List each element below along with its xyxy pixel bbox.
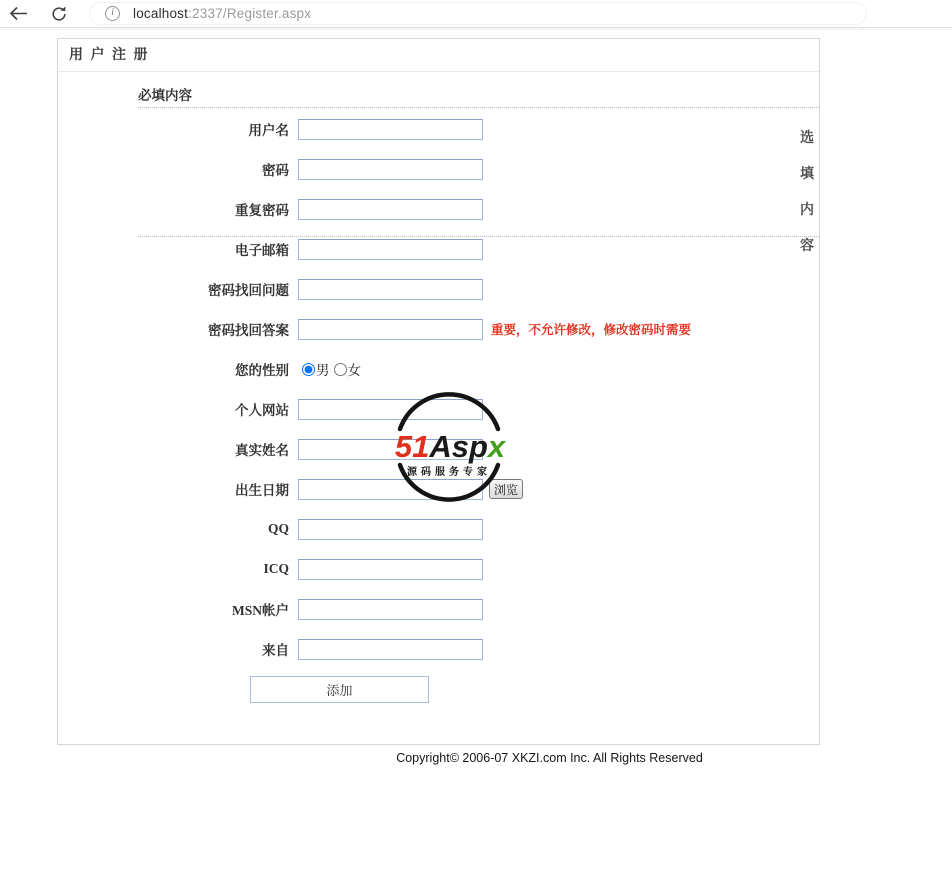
password-repeat-input[interactable] [298, 199, 483, 220]
registration-panel [57, 38, 820, 745]
form-rows [58, 109, 819, 703]
recovery-question-input[interactable] [298, 279, 483, 300]
row-recovery-question [58, 269, 819, 309]
email-label: 电子邮箱 [235, 243, 289, 258]
recovery-question-label: 密码找回问题 [208, 283, 289, 298]
watermark-tagline: 源码服务专家 [407, 467, 491, 478]
row-birth-date [58, 469, 819, 509]
gender-label: 您的性别 [235, 363, 289, 378]
row-msn [58, 589, 819, 629]
username-input[interactable] [298, 119, 483, 140]
gender-female-option-label: 女 [347, 363, 361, 378]
recovery-answer-input[interactable] [298, 319, 483, 340]
birth-date-input[interactable] [298, 479, 483, 500]
url-text [133, 6, 311, 21]
url-host: localhost [133, 6, 189, 21]
icq-input[interactable] [298, 559, 483, 580]
row-password [58, 149, 819, 189]
password-repeat-label: 重复密码 [235, 203, 289, 218]
page-title: 用 户 注 册 [58, 39, 819, 72]
password-input[interactable] [298, 159, 483, 180]
gender-male-radio[interactable] [302, 363, 315, 376]
qq-label: QQ [267, 521, 289, 536]
add-button[interactable]: 添加 [250, 676, 429, 703]
row-real-name [58, 429, 819, 469]
row-website [58, 389, 819, 429]
row-qq [58, 509, 819, 549]
back-icon[interactable] [8, 5, 28, 22]
recovery-answer-label: 密码找回答案 [208, 323, 289, 338]
row-recovery-answer [58, 309, 819, 349]
optional-section-label: 选 填 内 容 [800, 131, 814, 254]
gender-female-radio[interactable] [334, 363, 347, 376]
info-icon[interactable]: i [105, 6, 120, 21]
row-gender [58, 349, 819, 389]
browser-toolbar [0, 0, 952, 28]
browse-button[interactable]: 浏览 [489, 479, 523, 499]
from-input[interactable] [298, 639, 483, 660]
website-input[interactable] [298, 399, 483, 420]
username-label: 用户名 [248, 123, 289, 138]
row-from [58, 629, 819, 669]
email-input[interactable] [298, 239, 483, 260]
real-name-label: 真实姓名 [235, 443, 289, 458]
url-path: :2337/Register.aspx [188, 6, 312, 21]
gender-male-option-label: 男 [316, 363, 330, 378]
msn-input[interactable] [298, 599, 483, 620]
website-label: 个人网站 [235, 403, 289, 418]
row-icq [58, 549, 819, 589]
refresh-icon[interactable] [50, 5, 68, 23]
password-label: 密码 [262, 163, 289, 178]
birth-date-label: 出生日期 [235, 483, 289, 498]
row-username [58, 109, 819, 149]
row-password-repeat [58, 189, 819, 229]
qq-input[interactable] [298, 519, 483, 540]
divider-dotted-top [138, 107, 819, 108]
watermark-wordmark: 51Aspx [394, 429, 506, 464]
row-email [58, 229, 819, 269]
icq-label: ICQ [263, 561, 289, 576]
recovery-answer-note: 重要，不允许修改，修改密码时需要 [491, 323, 692, 337]
real-name-input[interactable] [298, 439, 483, 460]
address-bar[interactable] [89, 2, 867, 25]
from-label: 来自 [262, 643, 289, 658]
required-section-header: 必填内容 [138, 88, 192, 103]
msn-label: MSN帐户 [232, 603, 289, 618]
copyright-text: Copyright© 2006-07 XKZI.com Inc. All Rights Reserved [396, 751, 703, 765]
